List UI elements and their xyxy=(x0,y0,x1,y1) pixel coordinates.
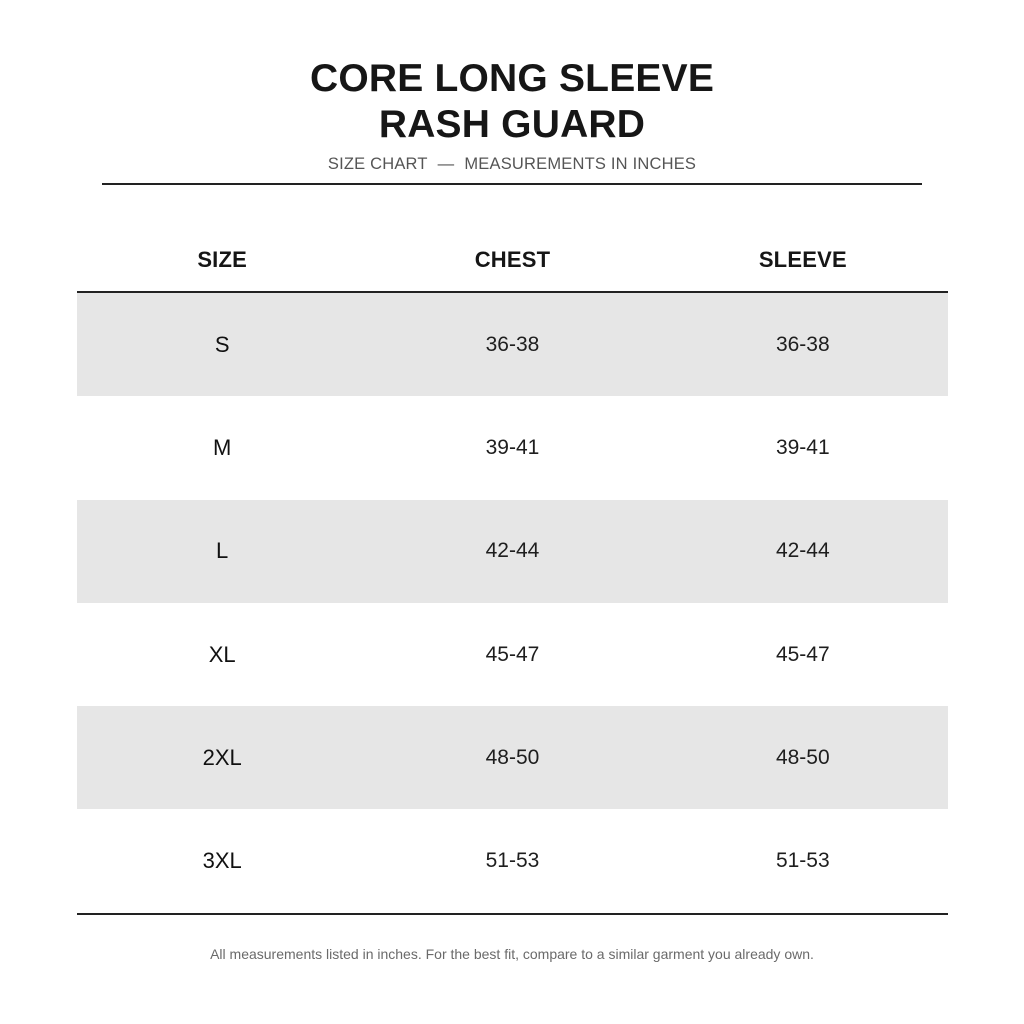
sleeve-cell: 45-47 xyxy=(775,642,830,666)
page-title xyxy=(0,56,1024,148)
sleeve-cell: 51-53 xyxy=(775,849,830,873)
size-cell: L xyxy=(216,538,229,564)
chest-cell: 45-47 xyxy=(485,642,540,666)
table-row xyxy=(77,706,948,809)
table-row xyxy=(77,396,948,499)
size-cell: XL xyxy=(208,641,236,667)
size-cell: 2XL xyxy=(202,744,242,770)
size-cell: S xyxy=(214,331,230,357)
header xyxy=(0,56,1024,174)
column-header-chest: CHEST xyxy=(474,246,551,272)
table-row xyxy=(77,603,948,706)
table-row xyxy=(77,500,948,603)
subtitle-left: SIZE CHART xyxy=(327,155,428,173)
chest-cell: 48-50 xyxy=(485,745,540,769)
page-title-line-1: CORE LONG SLEEVE xyxy=(309,57,715,100)
header-divider xyxy=(102,183,922,185)
size-cell: M xyxy=(213,434,232,460)
subtitle-right: MEASUREMENTS IN INCHES xyxy=(464,155,697,173)
table-row xyxy=(77,293,948,396)
table-header xyxy=(77,228,948,293)
subtitle-dash: — xyxy=(437,155,455,173)
sleeve-cell: 36-38 xyxy=(775,332,830,356)
chest-cell: 51-53 xyxy=(485,849,540,873)
page-title-line-2: RASH GUARD xyxy=(378,103,646,146)
chest-cell: 36-38 xyxy=(485,332,540,356)
chest-cell: 39-41 xyxy=(485,435,540,459)
table-bottom-divider xyxy=(77,913,948,915)
subtitle xyxy=(0,154,1024,174)
sleeve-cell: 48-50 xyxy=(775,745,830,769)
table-row xyxy=(77,809,948,912)
column-header-size: SIZE xyxy=(197,246,248,272)
column-header-sleeve: SLEEVE xyxy=(758,246,847,272)
size-table xyxy=(77,228,948,915)
sleeve-cell: 39-41 xyxy=(775,435,830,459)
sleeve-cell: 42-44 xyxy=(775,539,830,563)
footnote: All measurements listed in inches. For the best fit, compare to a similar garment you already own. xyxy=(210,946,814,962)
chest-cell: 42-44 xyxy=(485,539,540,563)
size-cell: 3XL xyxy=(202,848,242,874)
